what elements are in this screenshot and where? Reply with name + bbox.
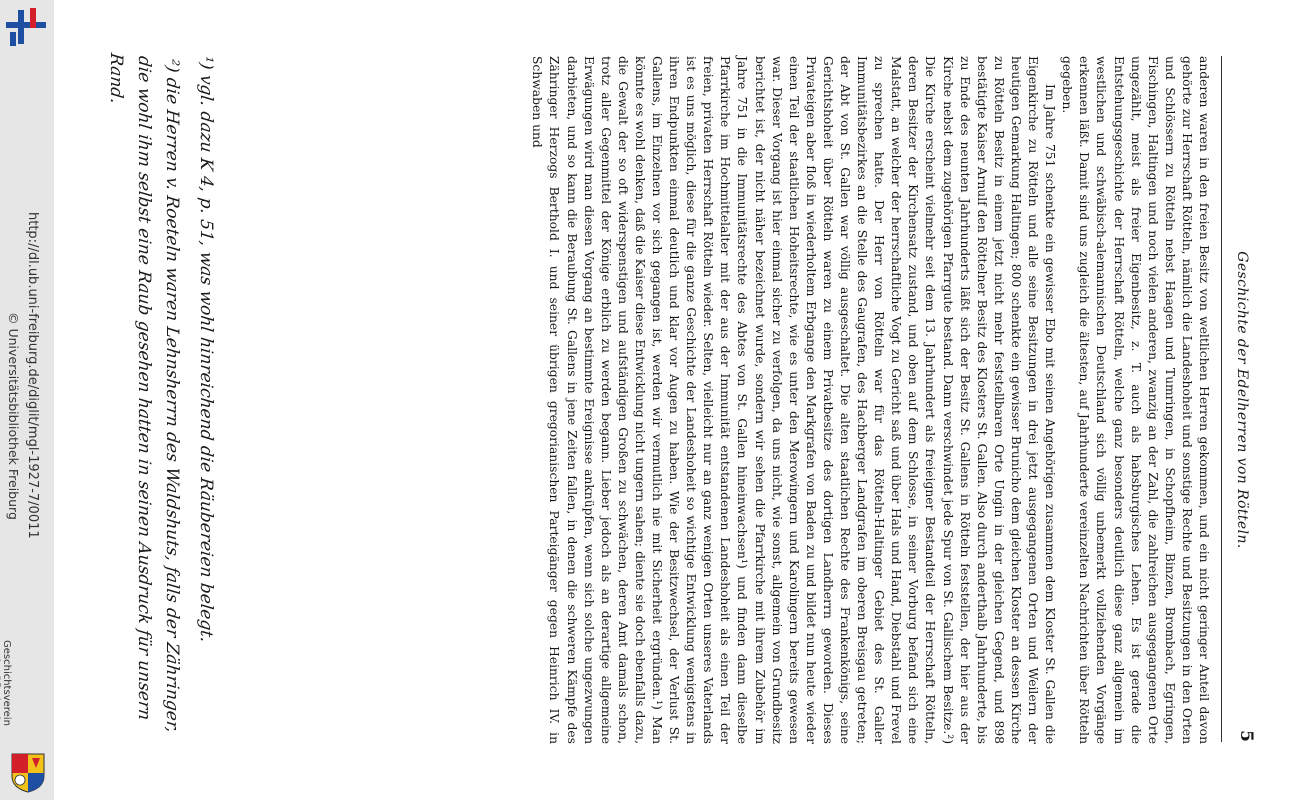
scanned-page xyxy=(54,0,1300,800)
university-library-logo[interactable] xyxy=(4,6,48,48)
running-head: Geschichte der Edelherren von Rötteln. xyxy=(1234,251,1250,549)
coat-of-arms-icon xyxy=(10,752,46,794)
header-rule xyxy=(1221,56,1222,742)
paragraph: Im Jahre 751 schenkte ein gewisser Ebo mit seinen Angehörigen zusammen dem Kloster St. Gallen die Eigenkirche zu Rötteln und alle seine Besitzungen in drei jetzt ausgegangenen Orten und Weilern der heutigen Gemarkung Haltingen; 800 schenkte ein gewisser Brunicho dem gleichen Kloster an dessen Kirche zu Rötteln Besitz in einem jetzt nicht mehr feststellbaren Orte Ungin in der gleichen Gegend, und 898 bestätigte Kaiser Arnulf den Röttelner Besitz des Klosters St. Gallen. Also durch anderthalb Jahrhunderte, bis zu Ende des neunten Jahrhunderts läßt sich der Besitz St. Gallens in Rötteln feststellen, der hier aus der Kirche nebst dem zugehörigen Pfarrgute bestand. Dann verschwindet jede Spur von St. Gallischem Besitze.²) Die Kirche erscheint vielmehr seit dem 13. Jahrhundert als freieigner Bestandteil der Herrschaft Rötteln, deren Besitzer der Kirchensatz zustand, und oben auf dem Schlosse, in seiner Vorburg befand sich eine Malstatt, an welcher der herrschaftliche Vogt zu Gericht saß und über Hals und Hand, Diebstahl und Frevel zu sprechen hatte. Der Herr von Rötteln war für das Rötteln-Haltinger Gebiet des St. Galler Immunitätsbezirkes an die Stelle des Gaugrafen, des Hachberger Landgrafen im oberen Breisgau getreten; der Abt von St. Gallen war völlig ausgeschaltet. Die alten staatlichen Rechte des Frankenkönigs, seine Gerichtshoheit über Rötteln waren zu einem Privatbesitze des dortigen Landherrn geworden. Dieses Privateigen aber floß in wiederholtem Erbgange den Markgrafen von Baden zu und bildet nun heute wieder einen Teil der staatlichen Hoheitsrechte, wie es unter den Merowingern und Karolingern bereits gewesen war. Dieser Vorgang ist hier einmal sicher zu verfolgen, da uns nicht, wie sonst, allgemein von Grundbesitz berichtet ist, der nicht näher bezeichnet wurde, sondern wir sehen die Pfarrkirche mit ihrem Zubehör im Jahre 751 in die Immunitätsrechte des Abtes von St. Gallen hineinwachsen¹) und finden dann dieselbe Pfarrkirche im Hochmittelalter mit der aus der Immunität entstandenen Landeshoheit als einen Teil der freien, privaten Herrschaft Rötteln wieder. Selten, vielleicht nur an ganz wenigen Orten unseres Vaterlands ist es uns möglich, diese für die ganze Geschichte der Landeshoheit so wichtige Entwicklung wenigstens in ihren Endpunkten einmal deutlich und klar vor Augen zu haben. Wie der Besitzwechsel, der Verlust St. Gallens, im Einzelnen vor sich gegangen ist, werden wir vermutlich nie mit Sicherheit ergründen.¹) Man könnte es wohl denken, daß die Kaiser diese Entwicklung nicht ungern sahen; diente sie doch ebenfalls dazu, die Gewalt der so oft widerspenstigen und aufständigen Großen zu schwächen, deren Amt damals schon, trotz aller Gegenmittel der Könige erblich zu werden begann. Lieber jedoch als an derartige allgemeine Erwägungen wird man diesen Vorgang an bestimmte Ereignisse anknüpfen, wenn sich solche ungezwungen darbieten, und so kann die Beraubung St. Gallens in jene Zeiten fallen, in denen die schweren Kämpfe des Zähringer Herzogs Berthold I. und seiner übrigen gregorianischen Parteigänger gegen Heinrich IV. in Schwaben und xyxy=(530,56,1058,744)
document-url[interactable]: http://dl.ub.uni-freiburg.de/diglit/mgl-1927-7/0011 xyxy=(25,212,40,539)
footnote: ¹) vgl. dazu K 4, p. 51, was wohl hinreichend die Räubereien belegt. xyxy=(196,54,216,644)
association-name-line-1: Geschichtsverein xyxy=(1,640,12,726)
body-text xyxy=(528,56,1212,744)
paragraph: anderen waren in den freien Besitz von weltlichen Herren gekommen, und ein nicht geringer Anteil davon gehörte zur Herrschaft Rötteln, nämlich die Landeshoheit und sonstige Rechte und Besitzungen in den Orten und Schlössern zu Rötteln nebst Haagen und Tumringen, in Schopfheim, Binzen, Brombach, Egringen, Fischingen, Haltingen und noch vielen anderen, zwanzig an der Zahl, die zahlreichen ausgegangenen Orte ungezählt, meist als freier Eigenbesitz, z. T. auch als habsburgisches Lehen. Es ist gerade die Entstehungsgeschichte der Herrschaft Rötteln, welche ganz besonders deutlich diese ganz allgemein im westlichen und schwäbisch-alemannischen Deutschland sich völlig unbemerkt vollziehenden Vorgänge erkennen läßt. Damit sind uns zugleich die ältesten, auf Jahrhunderte vereinzelten Nachrichten über Rötteln gegeben. xyxy=(1060,56,1211,744)
footnote: ²) die Herren v. Roeteln waren Lehnsherrn des Waldshuts, falls der Zähringer, die wohl ihm selbst eine Raub gesehen hatten in seinen Ausdruck für unsern Rand. xyxy=(106,52,182,734)
handwritten-footnotes xyxy=(96,52,220,756)
page-number: 5 xyxy=(1236,730,1256,742)
association-name-line-2 xyxy=(0,640,1,741)
copyright-notice: © Universitätsbibliothek Freiburg xyxy=(6,312,21,520)
viewer-sidebar xyxy=(0,0,55,800)
association-name xyxy=(0,640,12,741)
